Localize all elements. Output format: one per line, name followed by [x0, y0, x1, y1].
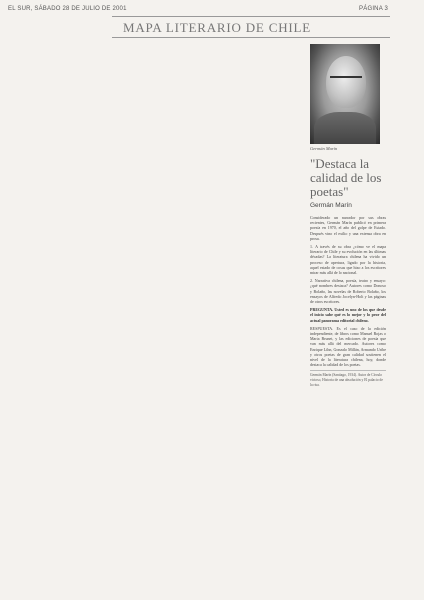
article-paragraph: 1. A través de su obra ¿cómo ve el mapa literario de Chile y su evolución en las últimas décadas? La literatura chilena ha vivido un proceso de apertura, ligado por la historia, aquel estado de cosas que hizo a los escritores mirar más allá de lo nacional. [310, 244, 386, 276]
article-answer: RESPUESTA. Es el caso de la edición independiente, de libros como Manuel Rojas o Marta Brunet, y las ediciones de poesía que van más allá del mercado. Autores como Enrique Lihn, Gonzalo Millán, Armando Uribe y otros poetas de gran calidad sostienen el nivel de la literatura chilena, hoy, donde destaca la calidad de los poetas. [310, 325, 386, 368]
article-paragraph: 2. Narrativa chilena, poesía, teatro y ensayo: ¿qué nombres destaca? Autores como Donoso y Bolaño, las novelas de Roberto Bolaño, los ensayos de Alfredo Jocelyn-Holt y las páginas de otros escritores. [310, 278, 386, 305]
article-body [310, 215, 386, 367]
photo-shoulders-shape [314, 112, 376, 144]
article-question: PREGUNTA. Usted es uno de los que desde el inicio sabe qué es lo mejor y lo peor del actual panorama editorial chileno. [310, 307, 386, 323]
section-title: MAPA LITERARIO DE CHILE [122, 20, 311, 35]
running-head [8, 6, 388, 16]
article-column [310, 44, 390, 387]
photo-glasses-shape [330, 76, 362, 86]
author-photo [310, 44, 380, 144]
section-header [112, 16, 390, 38]
running-head-date: EL SUR, SÁBADO 28 DE JULIO DE 2001 [8, 6, 127, 12]
article-headline: "Destaca la calidad de los poetas" [310, 156, 382, 199]
photo-caption: Germán Marín [310, 146, 338, 151]
article-footnote: Germán Marín (Santiago, 1934). Autor de Círculo vicioso, Historia de una absolución y El palacio de la risa. [310, 370, 386, 387]
article-paragraph: Considerado un narrador por sus obras recientes, Germán Marín publicó en primera poesía en 1970, el año del golpe de Estado. Después vino el exilio y una extensa obra en prosa. [310, 215, 386, 241]
article-author: Germán Marín [310, 202, 352, 209]
running-head-page: PÁGINA 3 [359, 6, 388, 12]
